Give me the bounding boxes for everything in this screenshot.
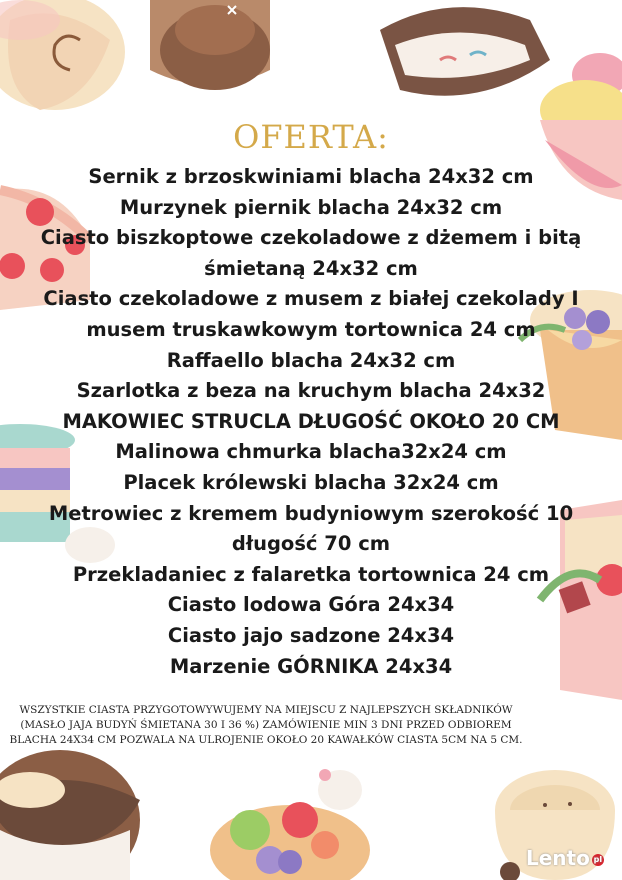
ice-cream-sandwich-icon [380, 7, 550, 96]
offer-line: MAKOWIEC STRUCLA DŁUGOŚĆ OKOŁO 20 CM [62, 409, 560, 433]
chocolate-drip-cake-icon [0, 750, 140, 880]
offer-line: Przekladaniec z falaretka tortownica 24 cm [72, 562, 550, 586]
offer-line: Sernik z brzoskwiniami blacha 24x32 cm [88, 165, 534, 188]
lento-watermark [526, 846, 604, 870]
offer-line: Murzynek piernik blacha 24x32 cm [119, 195, 503, 219]
offer-line: Metrowiec z kremem budyniowym szerokość 10 [48, 501, 574, 525]
offer-line: musem truskawkowym tortownica 24 cm [86, 317, 536, 341]
offer-line: śmietaną 24x32 cm [204, 256, 418, 280]
cinnamon-roll-icon [0, 0, 125, 110]
offer-line: długość 70 cm [231, 532, 391, 556]
page-title: OFERTA: [233, 118, 389, 156]
offer-line: Placek królewski blacha 32x24 cm [123, 470, 499, 494]
watermark-brand: Lento [526, 846, 590, 870]
offer-line: Malinowa chmurka blacha32x24 cm [115, 440, 507, 464]
chocolate-cupcake-icon [150, 0, 270, 90]
order-info-footnote: WSZYSTKIE CIASTA PRZYGOTOWYWUJEMY NA MIEJSCU Z NAJLEPSZYCH SKŁADNIKÓW (MASŁO JAJA BUDYŃ ŚMIETANA 30 I 36 %) ZAMÓWIENIE MIN 3 DNI PRZED ODBIOREM BLACHA 24X34 CM POZWALA NA ULROJENIE OKOŁO 20 KAWAŁKÓW CIASTA 5CM NA 5 CM. [9, 704, 523, 746]
offer-line: Ciasto lodowa Góra 24x34 [167, 593, 455, 617]
offer-list [0, 162, 622, 682]
watermark-suffix: pl [593, 854, 603, 864]
offer-line: Szarlotka z beza na kruchym blacha 24x32 [76, 379, 546, 403]
fruit-tart-icon [210, 769, 370, 880]
offer-line: Ciasto czekoladowe z musem z białej czekolady I [43, 287, 579, 311]
offer-line: Marzenie GÓRNIKA 24x34 [169, 654, 453, 678]
offer-line: Raffaello blacha 24x32 cm [166, 348, 456, 372]
offer-line: Ciasto biszkoptowe czekoladowe z dżemem i bitą [40, 226, 582, 250]
offer-line: Ciasto jajo sadzone 24x34 [167, 623, 455, 647]
